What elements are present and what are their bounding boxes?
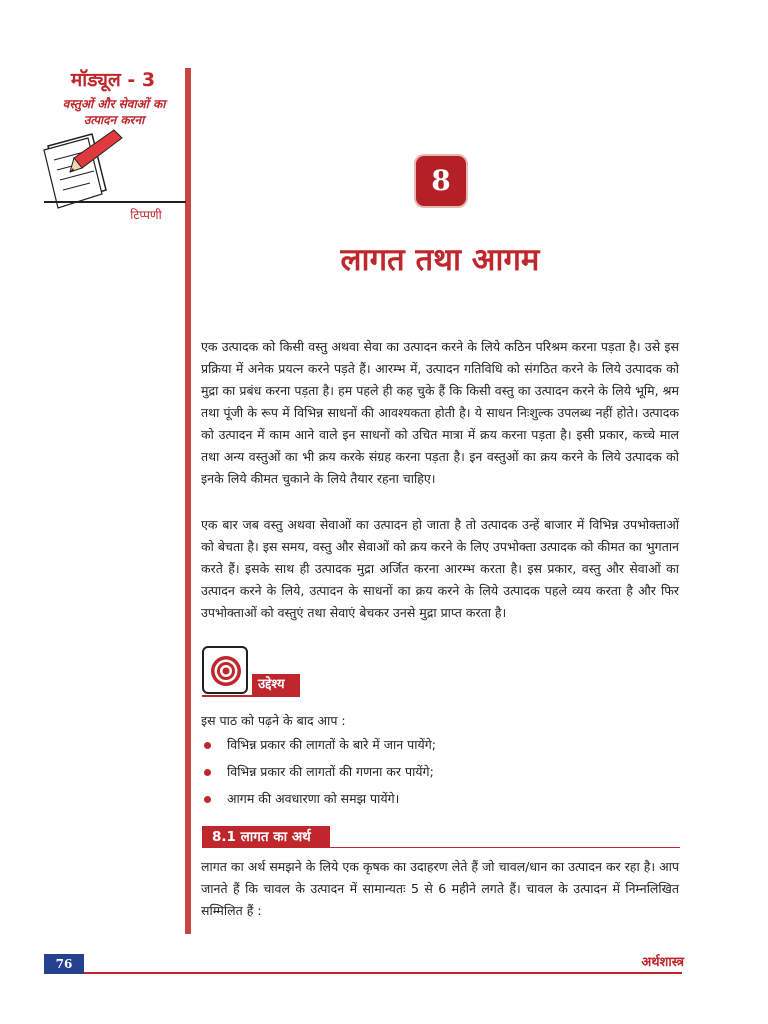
section-underline [202,847,680,848]
page-number: 76 [44,954,84,974]
module-title: मॉड्यूल - 3 [70,69,156,91]
chapter-title: लागत तथा आगम [340,242,540,278]
chapter-number-badge: 8 [416,156,466,206]
objectives-list [201,734,679,815]
footer-rule [84,972,682,974]
objectives-intro: इस पाठ को पढ़ने के बाद आप : [201,713,346,728]
margin-rule [185,68,191,934]
bullet-icon [204,796,211,803]
notepad-pencil-icon [40,128,130,212]
list-item: आगम की अवधारणा को समझ पायेंगे। [201,788,679,810]
bullet-icon [204,742,211,749]
list-item: विभिन्न प्रकार की लागतों के बारे में जान पायेंगे; [201,734,679,756]
intro-paragraph-1: एक उत्पादक को किसी वस्तु अथवा सेवा का उत्पादन करने के लिये कठिन परिश्रम करना पड़ता है। उसे इस प्रक्रिया में अनेक प्रयत्न करने पड़ते हैं। आरम्भ में, उत्पादन गतिविधि को संगठित करने के लिये उत्पादक को मुद्रा का प्रबंध करना पड़ता है। हम पहले ही कह चुके हैं कि किसी वस्तु का उत्पादन करने के लिये भूमि, श्रम तथा पूंजी के रूप में विभिन्न साधनों की आवश्यकता होती है। ये साधन निःशुल्क उपलब्ध नहीं होते। उत्पादक को उत्पादन में काम आने वाले इन साधनों को उचित मात्रा में क्रय करना पड़ता है। इसी प्रकार, कच्चे माल तथा अन्य वस्तुओं का भी क्रय करके संग्रह करना पड़ता है। इन वस्तुओं का क्रय करने के लिये उत्पादक को इनके लिये कीमत चुकाने के लिये तैयार रहना चाहिए। [201,339,679,486]
objectives-heading: उद्देश्य [252,674,300,696]
objectives-underline [202,695,300,697]
sidebar-divider [44,201,186,203]
subject-label: अर्थशास्त्र [641,955,684,970]
target-icon [202,646,248,694]
list-item: विभिन्न प्रकार की लागतों की गणना कर पायेंगे; [201,761,679,783]
bullet-icon [204,769,211,776]
section-heading: 8.1 लागत का अर्थ [202,826,330,848]
intro-paragraph-2: एक बार जब वस्तु अथवा सेवाओं का उत्पादन हो जाता है तो उत्पादक उन्हें बाजार में विभिन्न उपभोक्ताओं को बेचता है। इस समय, वस्तु और सेवाओं को क्रय करने के लिए उपभोक्ता उत्पादक को कीमत का भुगतान करते हैं। इसके साथ ही उत्पादक मुद्रा अर्जित करना आरम्भ करता है। इस प्रकार, वस्तु और सेवाओं का उत्पादन करने के लिये, उत्पादन के साधनों का क्रय करने के लिये उत्पादक पहले व्यय करता है और फिर उपभोक्ताओं को वस्तुएं तथा सेवाएं बेचकर उनसे मुद्रा प्राप्त करता है। [201,517,679,620]
section-paragraph: लागत का अर्थ समझने के लिये एक कृषक का उदाहरण लेते हैं जो चावल/धान का उत्पादन कर रहा है। आप जानते हैं कि चावल के उत्पादन में सामान्यतः 5 से 6 महीने लगते हैं। चावल के उत्पादन में निम्नलिखित सम्मिलित हैं : [201,859,679,918]
note-label: टिप्पणी [130,208,162,222]
module-subtitle: वस्तुओं और सेवाओं का उत्पादन करना [62,97,166,127]
